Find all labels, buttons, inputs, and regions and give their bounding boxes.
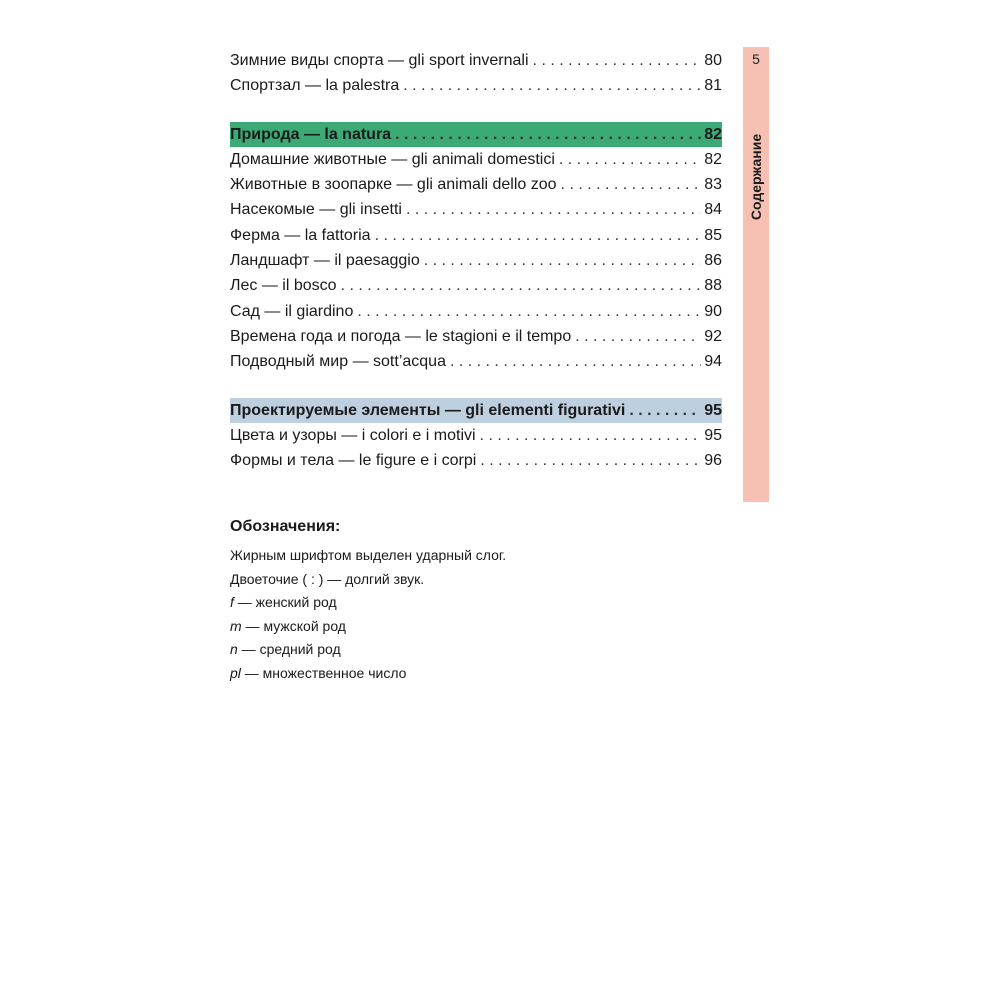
dot-leader	[341, 273, 702, 298]
legend-abbr: pl	[230, 664, 241, 681]
toc-section-heading-elements[interactable]	[230, 398, 722, 423]
toc-entry[interactable]	[230, 324, 722, 349]
toc-entry-title: Формы и тела — le figure e i corpi	[230, 452, 477, 470]
toc-entry-title: Ландшафт — il paesaggio	[230, 252, 420, 270]
toc-entry-page: 95	[704, 426, 722, 444]
toc-entry-title: Цвета и узоры — i colori e i motivi	[230, 426, 476, 444]
toc-entry-page: 96	[704, 452, 722, 470]
legend-line	[230, 568, 630, 592]
toc-entry-page: 82	[704, 125, 722, 143]
legend-line	[230, 544, 630, 568]
dot-leader	[403, 73, 701, 98]
legend-line	[230, 662, 630, 686]
dot-leader	[561, 172, 702, 197]
toc-entry-title: Животные в зоопарке — gli animali dello zoo	[230, 176, 557, 194]
toc-section-heading-nature[interactable]	[230, 122, 722, 147]
toc-entry-title: Насекомые — gli insetti	[230, 201, 402, 219]
legend-text: — множественное число	[240, 664, 407, 681]
toc-entry-page: 80	[704, 52, 722, 69]
toc-entry[interactable]	[230, 423, 722, 448]
legend-line	[230, 615, 630, 639]
dot-leader	[480, 423, 702, 448]
toc-entry-page: 82	[704, 150, 722, 168]
toc-entry-page: 86	[704, 252, 722, 270]
page-number: 5	[752, 51, 760, 67]
toc-entry-title: Подводный мир — sott’acqua	[230, 353, 446, 371]
toc-entry-page: 84	[704, 201, 722, 219]
table-of-contents	[230, 48, 722, 473]
toc-entry[interactable]	[230, 73, 722, 98]
toc-entry[interactable]	[230, 248, 722, 273]
toc-entry-title: Природа — la natura	[230, 125, 392, 143]
toc-entry-title: Времена года и погода — le stagioni e il tempo	[230, 327, 572, 345]
toc-entry-title: Проектируемые элементы — gli elementi figurativi	[230, 401, 626, 419]
dot-leader	[533, 48, 702, 73]
toc-entry-page: 83	[704, 176, 722, 194]
toc-entry[interactable]	[230, 197, 722, 222]
dot-leader	[357, 299, 701, 324]
dot-leader	[575, 324, 701, 349]
toc-entry[interactable]	[230, 172, 722, 197]
legend-text: Двоеточие ( : ) — долгий звук.	[230, 570, 425, 587]
dot-leader	[480, 448, 701, 473]
section-gap	[230, 99, 722, 122]
toc-entry-title: Спортзал — la palestra	[230, 77, 400, 95]
dot-leader	[559, 147, 701, 172]
toc-entry-title: Лес — il bosco	[230, 277, 337, 295]
toc-entry[interactable]	[230, 273, 722, 298]
toc-entry-page: 90	[704, 302, 722, 320]
dot-leader	[406, 197, 701, 222]
legend-heading: Обозначения:	[230, 518, 341, 535]
dot-leader	[424, 248, 701, 273]
legend	[230, 518, 630, 685]
dot-leader	[395, 122, 701, 147]
legend-line	[230, 638, 630, 662]
legend-line	[230, 591, 630, 615]
toc-entry-title: Зимние виды спорта — gli sport invernali	[230, 52, 529, 69]
dot-leader	[375, 223, 702, 248]
toc-entry[interactable]	[230, 349, 722, 374]
legend-text: Жирным шрифтом выделен ударный слог.	[230, 547, 507, 563]
legend-text: — мужской род	[241, 617, 346, 634]
toc-entry-page: 81	[704, 77, 722, 95]
toc-entry-title: Ферма — la fattoria	[230, 226, 371, 244]
section-side-tab	[743, 47, 769, 502]
dot-leader	[629, 398, 701, 423]
legend-abbr: n	[230, 641, 238, 657]
toc-entry[interactable]	[230, 299, 722, 324]
toc-entry-title: Домашние животные — gli animali domestici	[230, 150, 555, 168]
toc-entry-page: 94	[704, 353, 722, 371]
legend-text: — средний род	[237, 641, 341, 657]
toc-entry-page: 92	[704, 327, 722, 345]
toc-entry-page: 85	[704, 226, 722, 244]
toc-entry[interactable]	[230, 48, 722, 73]
toc-entry-page: 95	[704, 401, 722, 419]
toc-entry[interactable]	[230, 147, 722, 172]
toc-entry-page: 88	[704, 277, 722, 295]
legend-abbr: m	[230, 617, 242, 634]
toc-entry[interactable]	[230, 223, 722, 248]
dot-leader	[450, 349, 701, 374]
side-tab-label: Содержание	[748, 133, 764, 221]
section-gap	[230, 375, 722, 398]
legend-text: — женский род	[233, 594, 337, 610]
toc-entry-title: Сад — il giardino	[230, 302, 354, 320]
legend-abbr: f	[230, 594, 234, 610]
toc-entry[interactable]	[230, 448, 722, 473]
